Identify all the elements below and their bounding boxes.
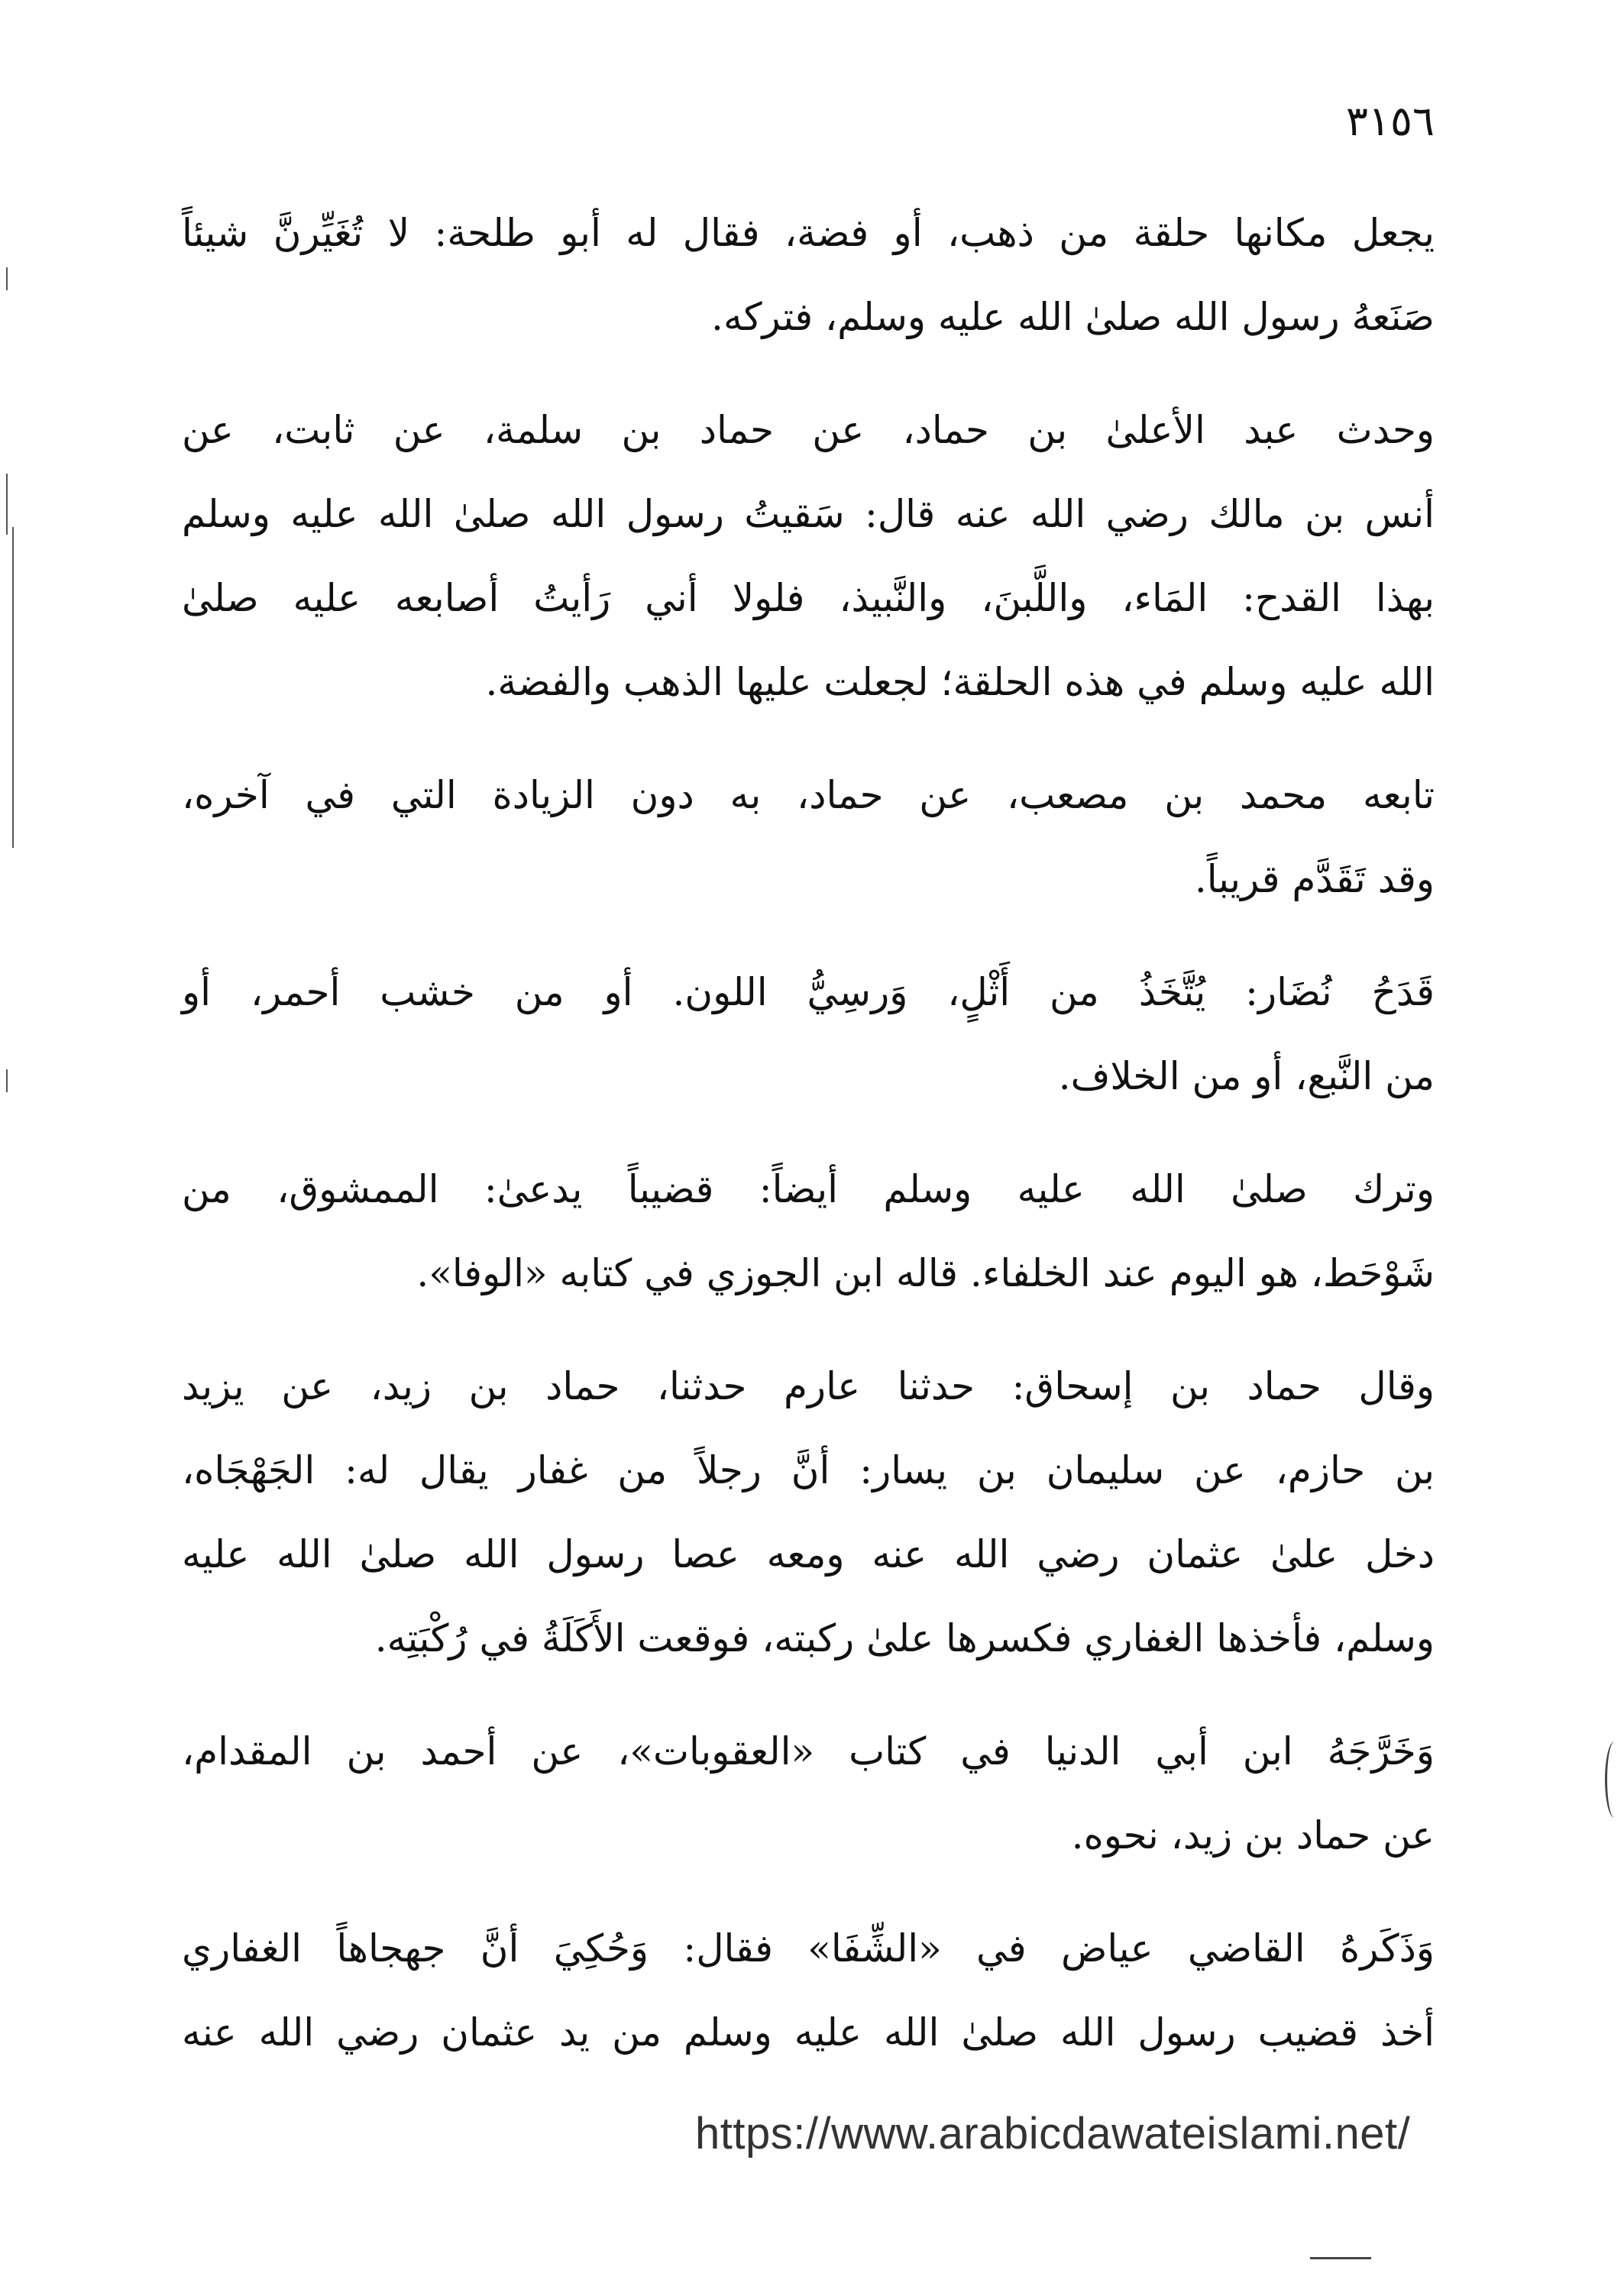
text-line: أنس بن مالك رضي الله عنه قال: سَقيتُ رسول الله صلىٰ الله عليه وسلم xyxy=(182,492,1435,536)
paragraph xyxy=(182,753,1435,921)
text-line: وَخَرَّجَهُ ابن أبي الدنيا في كتاب «العقوبات»، عن أحمد بن المقدام، xyxy=(182,1729,1435,1774)
footer-rule xyxy=(1310,2257,1371,2259)
text-line: يجعل مكانها حلقة من ذهب، أو فضة، فقال له أبو طلحة: لا تُغَيِّرنَّ شيئاً xyxy=(182,211,1435,255)
text-line: شَوْحَط، هو اليوم عند الخلفاء. قاله ابن الجوزي في كتابه «الوفا». xyxy=(416,1251,1435,1295)
text-line: بن حازم، عن سليمان بن يسار: أنَّ رجلاً من غفار يقال له: الجَهْجَاه، xyxy=(182,1448,1435,1492)
text-line: من النَّبع، أو من الخلاف. xyxy=(1058,1054,1435,1098)
scan-margin-mark xyxy=(6,267,8,290)
text-line: وسلم، فأخذها الغفاري فكسرها علىٰ ركبته، فوقعت الأَكَلَةُ في رُكْبَتِه. xyxy=(374,1616,1435,1660)
text-line: صَنَعهُ رسول الله صلىٰ الله عليه وسلم، فتركه. xyxy=(711,295,1435,339)
text-line: دخل علىٰ عثمان رضي الله عنه ومعه عصا رسول الله صلىٰ الله عليه xyxy=(182,1532,1435,1576)
text-line: وقد تَقَدَّم قريباً. xyxy=(1194,857,1435,901)
paragraph xyxy=(182,1147,1435,1315)
paragraph xyxy=(182,1709,1435,1877)
text-line: وترك صلىٰ الله عليه وسلم أيضاً: قضيباً يدعىٰ: الممشوق، من xyxy=(182,1167,1435,1211)
text-line: الله عليه وسلم في هذه الحلقة؛ لجعلت عليها الذهب والفضة. xyxy=(485,660,1435,704)
text-line: عن حماد بن زيد، نحوه. xyxy=(1071,1813,1435,1858)
watermark-url: https://www.arabicdawateislami.net/ xyxy=(695,2109,1411,2158)
page-body xyxy=(182,191,1435,2103)
text-line: قَدَحُ نُضَار: يُتَّخَذُ من أَثْلٍ، وَرسِيُّ اللون. أو من خشب أحمر، أو xyxy=(182,970,1435,1014)
text-line: وحدث عبد الأعلىٰ بن حماد، عن حماد بن سلمة، عن ثابت، عن xyxy=(182,408,1435,452)
scan-margin-mark xyxy=(6,1069,8,1092)
scan-margin-mark xyxy=(12,527,14,848)
text-line: أخذ قضيب رسول الله صلىٰ الله عليه وسلم من يد عثمان رضي الله عنه xyxy=(182,2010,1435,2055)
text-line: وَذَكَرهُ القاضي عياض في «الشِّفَا» فقال: وَحُكِيَ أنَّ جهجاهاً الغفاري xyxy=(182,1926,1435,1971)
scan-margin-mark xyxy=(6,474,8,535)
paragraph xyxy=(182,1906,1435,2074)
page-number: ٣١٥٦ xyxy=(1345,97,1435,145)
paragraph xyxy=(182,388,1435,724)
scan-edge-shadow xyxy=(1605,1741,1624,1818)
paragraph xyxy=(182,950,1435,1118)
paragraph xyxy=(182,1344,1435,1680)
paragraph xyxy=(182,191,1435,359)
text-line: بهذا القدح: المَاء، واللَّبنَ، والنَّبيذ، فلولا أني رَأيتُ أصابعه عليه صلىٰ xyxy=(182,576,1435,620)
text-line: وقال حماد بن إسحاق: حدثنا عارم حدثنا، حماد بن زيد، عن يزيد xyxy=(182,1364,1435,1408)
text-line: تابعه محمد بن مصعب، عن حماد، به دون الزيادة التي في آخره، xyxy=(182,773,1435,817)
